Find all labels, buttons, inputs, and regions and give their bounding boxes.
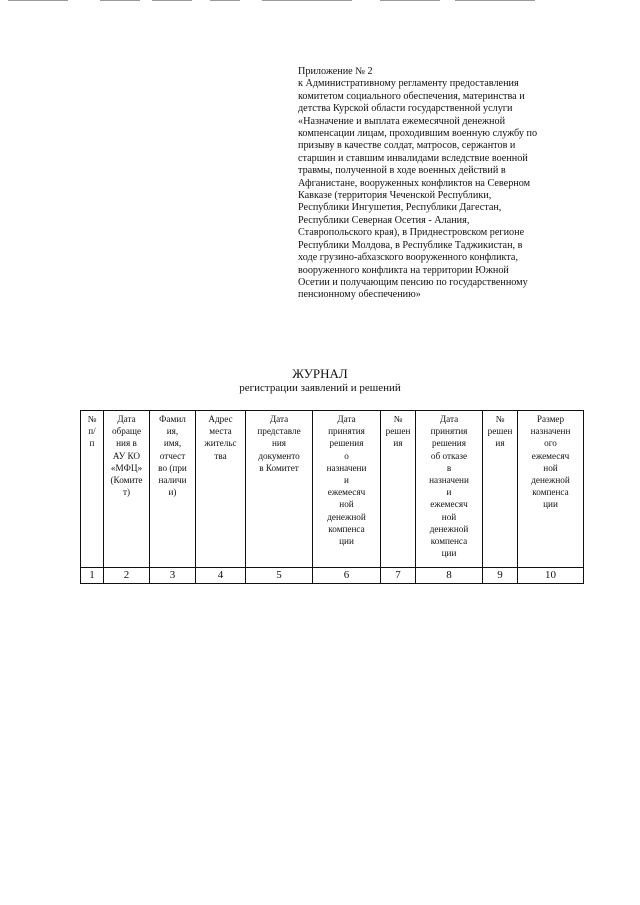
- column-header-line: в: [446, 462, 452, 473]
- appendix-line: ходе грузино-абхазского вооруженного конфликта,: [298, 252, 518, 264]
- column-header-line: денежной: [327, 511, 366, 522]
- column-header: [381, 411, 416, 568]
- column-header-line: ции: [441, 548, 457, 559]
- scan-top-line: [262, 0, 352, 1]
- scan-top-line: [455, 0, 535, 1]
- column-header-line: об отказе: [430, 450, 468, 461]
- column-header-line: «МФЦ»: [110, 462, 143, 473]
- column-header-line: т): [122, 487, 131, 498]
- column-header: [518, 411, 584, 568]
- column-header-line: Дата: [337, 414, 356, 424]
- column-header-line: принятия: [328, 426, 365, 437]
- column-header-line: ной: [441, 511, 457, 522]
- column-header-line: представле: [257, 426, 301, 437]
- column-header-line: ния: [271, 438, 287, 449]
- column-header-line: АУ КО: [112, 450, 141, 461]
- column-number-cell: 10: [518, 568, 584, 584]
- column-number-cell: 5: [246, 568, 313, 584]
- appendix-line: Ставропольского края), в Приднестровском регионе: [298, 227, 525, 239]
- scan-top-line: [380, 0, 440, 1]
- scan-top-line: [100, 0, 140, 1]
- appendix-line: «Назначение и выплата ежемесячной денежной: [298, 115, 506, 127]
- column-number-cell: 3: [150, 568, 196, 584]
- column-header-line: о: [344, 450, 349, 461]
- column-header-line: Дата: [117, 414, 136, 424]
- column-header-line: жительс: [204, 438, 237, 449]
- column-header-line: назначени: [429, 475, 469, 486]
- column-header-line: ия: [495, 438, 505, 449]
- column-header: [483, 411, 518, 568]
- column-header-line: компенса: [430, 536, 468, 547]
- appendix-line: травмы, полученной в ходе военных действий в: [298, 165, 506, 177]
- column-header-line: решен: [487, 426, 513, 437]
- scan-top-line: [8, 0, 68, 1]
- column-header-line: ежемесяч: [430, 499, 468, 510]
- column-number-cell: 6: [313, 568, 381, 584]
- column-number-cell: 7: [381, 568, 416, 584]
- table-header-row: [81, 411, 584, 568]
- column-header-line: №: [495, 414, 505, 424]
- appendix-line: к Административному регламенту предоставления: [298, 78, 519, 90]
- scan-top-line: [210, 0, 240, 1]
- column-header: [313, 411, 381, 568]
- column-header-line: обраще: [111, 426, 142, 437]
- column-header-line: и: [344, 475, 349, 486]
- registration-table: [80, 410, 584, 584]
- column-header: [150, 411, 196, 568]
- journal-title: ЖУРНАЛ: [292, 366, 348, 381]
- column-header-line: тва: [214, 450, 227, 461]
- appendix-line: старшин и ставшим инвалидами вследствие военной: [298, 152, 528, 164]
- appendix-line: Республики Северная Осетия - Алания,: [298, 214, 470, 226]
- column-header-line: п/: [88, 426, 96, 437]
- column-number-cell: 2: [104, 568, 150, 584]
- appendix-line: вооруженного конфликта на территории Южной: [298, 264, 509, 276]
- column-header-line: п: [89, 438, 95, 449]
- column-header-line: ия,: [166, 426, 179, 437]
- column-number-cell: 1: [81, 568, 104, 584]
- column-header-line: и): [168, 487, 177, 498]
- column-header-line: места: [209, 426, 232, 437]
- column-header-line: №: [87, 414, 97, 424]
- column-header-line: денежной: [531, 475, 570, 486]
- column-header-line: ции: [543, 499, 558, 510]
- column-header-line: решения: [329, 438, 364, 449]
- appendix-line: Республики Ингушетия, Республики Дагестан,: [298, 202, 502, 214]
- column-header-line: компенса: [532, 487, 569, 498]
- column-header-line: Дата: [269, 414, 289, 424]
- column-header-line: денежной: [429, 523, 469, 534]
- column-header-line: имя,: [163, 438, 182, 449]
- column-number-row: [81, 568, 584, 584]
- column-number-cell: 9: [483, 568, 518, 584]
- appendix-line: детства Курской области государственной услуги: [298, 103, 513, 115]
- column-header-line: (Комите: [110, 475, 143, 486]
- column-header-line: ной: [339, 499, 354, 510]
- column-header-line: во (при: [158, 462, 187, 473]
- column-header-line: назначени: [326, 462, 367, 473]
- appendix-line: Афганистане, вооруженных конфликтов на Северном: [298, 177, 531, 189]
- appendix-line: призыву в качестве солдат, матросов, сержантов и: [298, 140, 516, 152]
- appendix-block: [298, 66, 598, 302]
- column-header-line: Дата: [439, 414, 459, 424]
- column-header-line: отчест: [159, 450, 186, 461]
- column-number-cell: 4: [196, 568, 246, 584]
- column-header-line: решения: [432, 438, 466, 449]
- appendix-line: Кавказе (территория Чеченской Республики,: [298, 190, 492, 202]
- column-header-line: ия: [393, 438, 403, 449]
- column-header-line: компенса: [328, 523, 365, 534]
- appendix-line: Осетии и получающим пенсию по государственному: [298, 276, 528, 288]
- column-header-line: в Комитет: [259, 462, 299, 473]
- column-header-line: ния в: [116, 438, 137, 449]
- journal-subtitle: регистрации заявлений и решений: [239, 382, 401, 394]
- column-header-line: документо: [258, 450, 300, 461]
- column-header-line: №: [393, 414, 403, 424]
- column-header-line: принятия: [430, 426, 468, 437]
- column-header-line: Размер: [536, 414, 565, 424]
- appendix-line: комитетом социального обеспечения, материнства и: [298, 90, 525, 102]
- column-header-line: наличи: [158, 475, 187, 486]
- column-header: [104, 411, 150, 568]
- appendix-line: компенсации лицам, проходившим военную службу по: [298, 128, 538, 140]
- column-number-cell: 8: [416, 568, 483, 584]
- column-header-line: назначенн: [530, 426, 571, 437]
- column-header-line: решен: [385, 426, 411, 437]
- column-header: [246, 411, 313, 568]
- column-header: [81, 411, 104, 568]
- column-header: [196, 411, 246, 568]
- column-header-line: ции: [339, 536, 354, 547]
- column-header-line: ежемесяч: [327, 487, 366, 498]
- column-header-line: Адрес: [208, 414, 233, 424]
- column-header-line: ежемесяч: [531, 450, 570, 461]
- appendix-line: Приложение № 2: [298, 66, 373, 77]
- appendix-line: Республики Молдова, в Республике Таджикистан, в: [298, 239, 523, 251]
- column-header-line: ого: [544, 438, 557, 449]
- scan-top-line: [152, 0, 192, 1]
- column-header-line: ной: [543, 462, 558, 473]
- column-header: [416, 411, 483, 568]
- column-header-line: Фамил: [159, 414, 186, 424]
- appendix-line: пенсионному обеспечению»: [298, 289, 421, 301]
- column-header-line: и: [446, 487, 452, 498]
